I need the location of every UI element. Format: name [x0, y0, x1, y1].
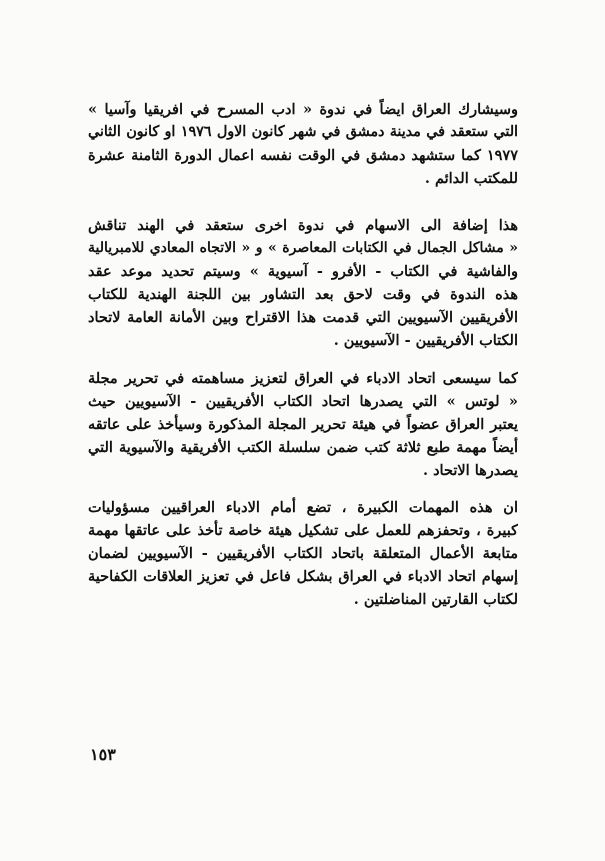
- paragraph-3: [88, 367, 518, 482]
- text-line: وسيشارك العراق ايضاً في ندوة « ادب المسرح في افريقيا وآسيا »: [88, 101, 518, 118]
- text-line: التي ستعقد في مدينة دمشق في شهر كانون الاول ١٩٧٦ او كانون الثاني: [88, 124, 518, 140]
- paragraph-2: [88, 214, 518, 352]
- text-line: والفاشية في الكتاب - الأفرو - آسيوية » وسيتم تحديد موعد عقد: [88, 263, 518, 280]
- text-line: أيضاً مهمة طبع ثلاثة كتب ضمن سلسلة الكتب الأفريقية والآسيوية التي: [88, 439, 518, 456]
- text-line: لكتاب القارتين المناضلتين .: [353, 591, 518, 608]
- text-line: يصدرها الاتحاد .: [422, 462, 518, 479]
- text-line: إسهام اتحاد الادباء في العراق بشكل فاعل في تعزيز العلاقات الكفاحية: [88, 568, 518, 585]
- text-line: ١٩٧٧ كما ستشهد دمشق في الوقت نفسه اعمال الدورة الثامنة عشرة: [88, 147, 518, 164]
- text-line: متابعة الأعمال المتعلقة باتحاد الكتاب الأفريقيين - الآسيويين لضمان: [88, 545, 518, 562]
- text-line: الكتاب الأفريقيين - الآسيويين .: [333, 332, 518, 349]
- text-line: ان هذه المهمات الكبيرة ، تضع أمام الادباء العراقيين مسؤوليات: [88, 499, 518, 516]
- text-line: كبيرة ، وتحفزهم للعمل على تشكيل هيئة خاصة تأخذ على عاتقها مهمة: [88, 522, 518, 539]
- text-line: كما سيسعى اتحاد الادباء في العراق لتعزيز مساهمته في تحرير مجلة: [88, 370, 518, 387]
- text-line: « مشاكل الجمال في الكتابات المعاصرة » و « الاتجاه المعادي للامبريالية: [88, 240, 518, 256]
- paragraph-4: [88, 496, 518, 611]
- paragraph-1: [88, 98, 518, 190]
- text-line: يعتبر العراق عضواً في هيئة تحرير المجلة المذكورة وسيأخذ على عاتقه: [88, 416, 518, 433]
- page-number: ١٥٣: [90, 745, 116, 764]
- text-line: هذه الندوة في وقت لاحق بعد التشاور بين اللجنة الهندية للكتاب: [88, 286, 518, 303]
- text-line: الأفريقيين الآسيويين التي قدمت هذا الاقتراح وبين الأمانة العامة لاتحاد: [88, 309, 518, 326]
- text-line: « لوتس » التي يصدرها اتحاد الكتاب الأفريقيين - الآسيويين حيث: [88, 393, 518, 410]
- text-line: هذا إضافة الى الاسهام في ندوة اخرى ستعقد في الهند تناقش: [88, 217, 518, 234]
- text-line: للمكتب الدائم .: [424, 170, 518, 187]
